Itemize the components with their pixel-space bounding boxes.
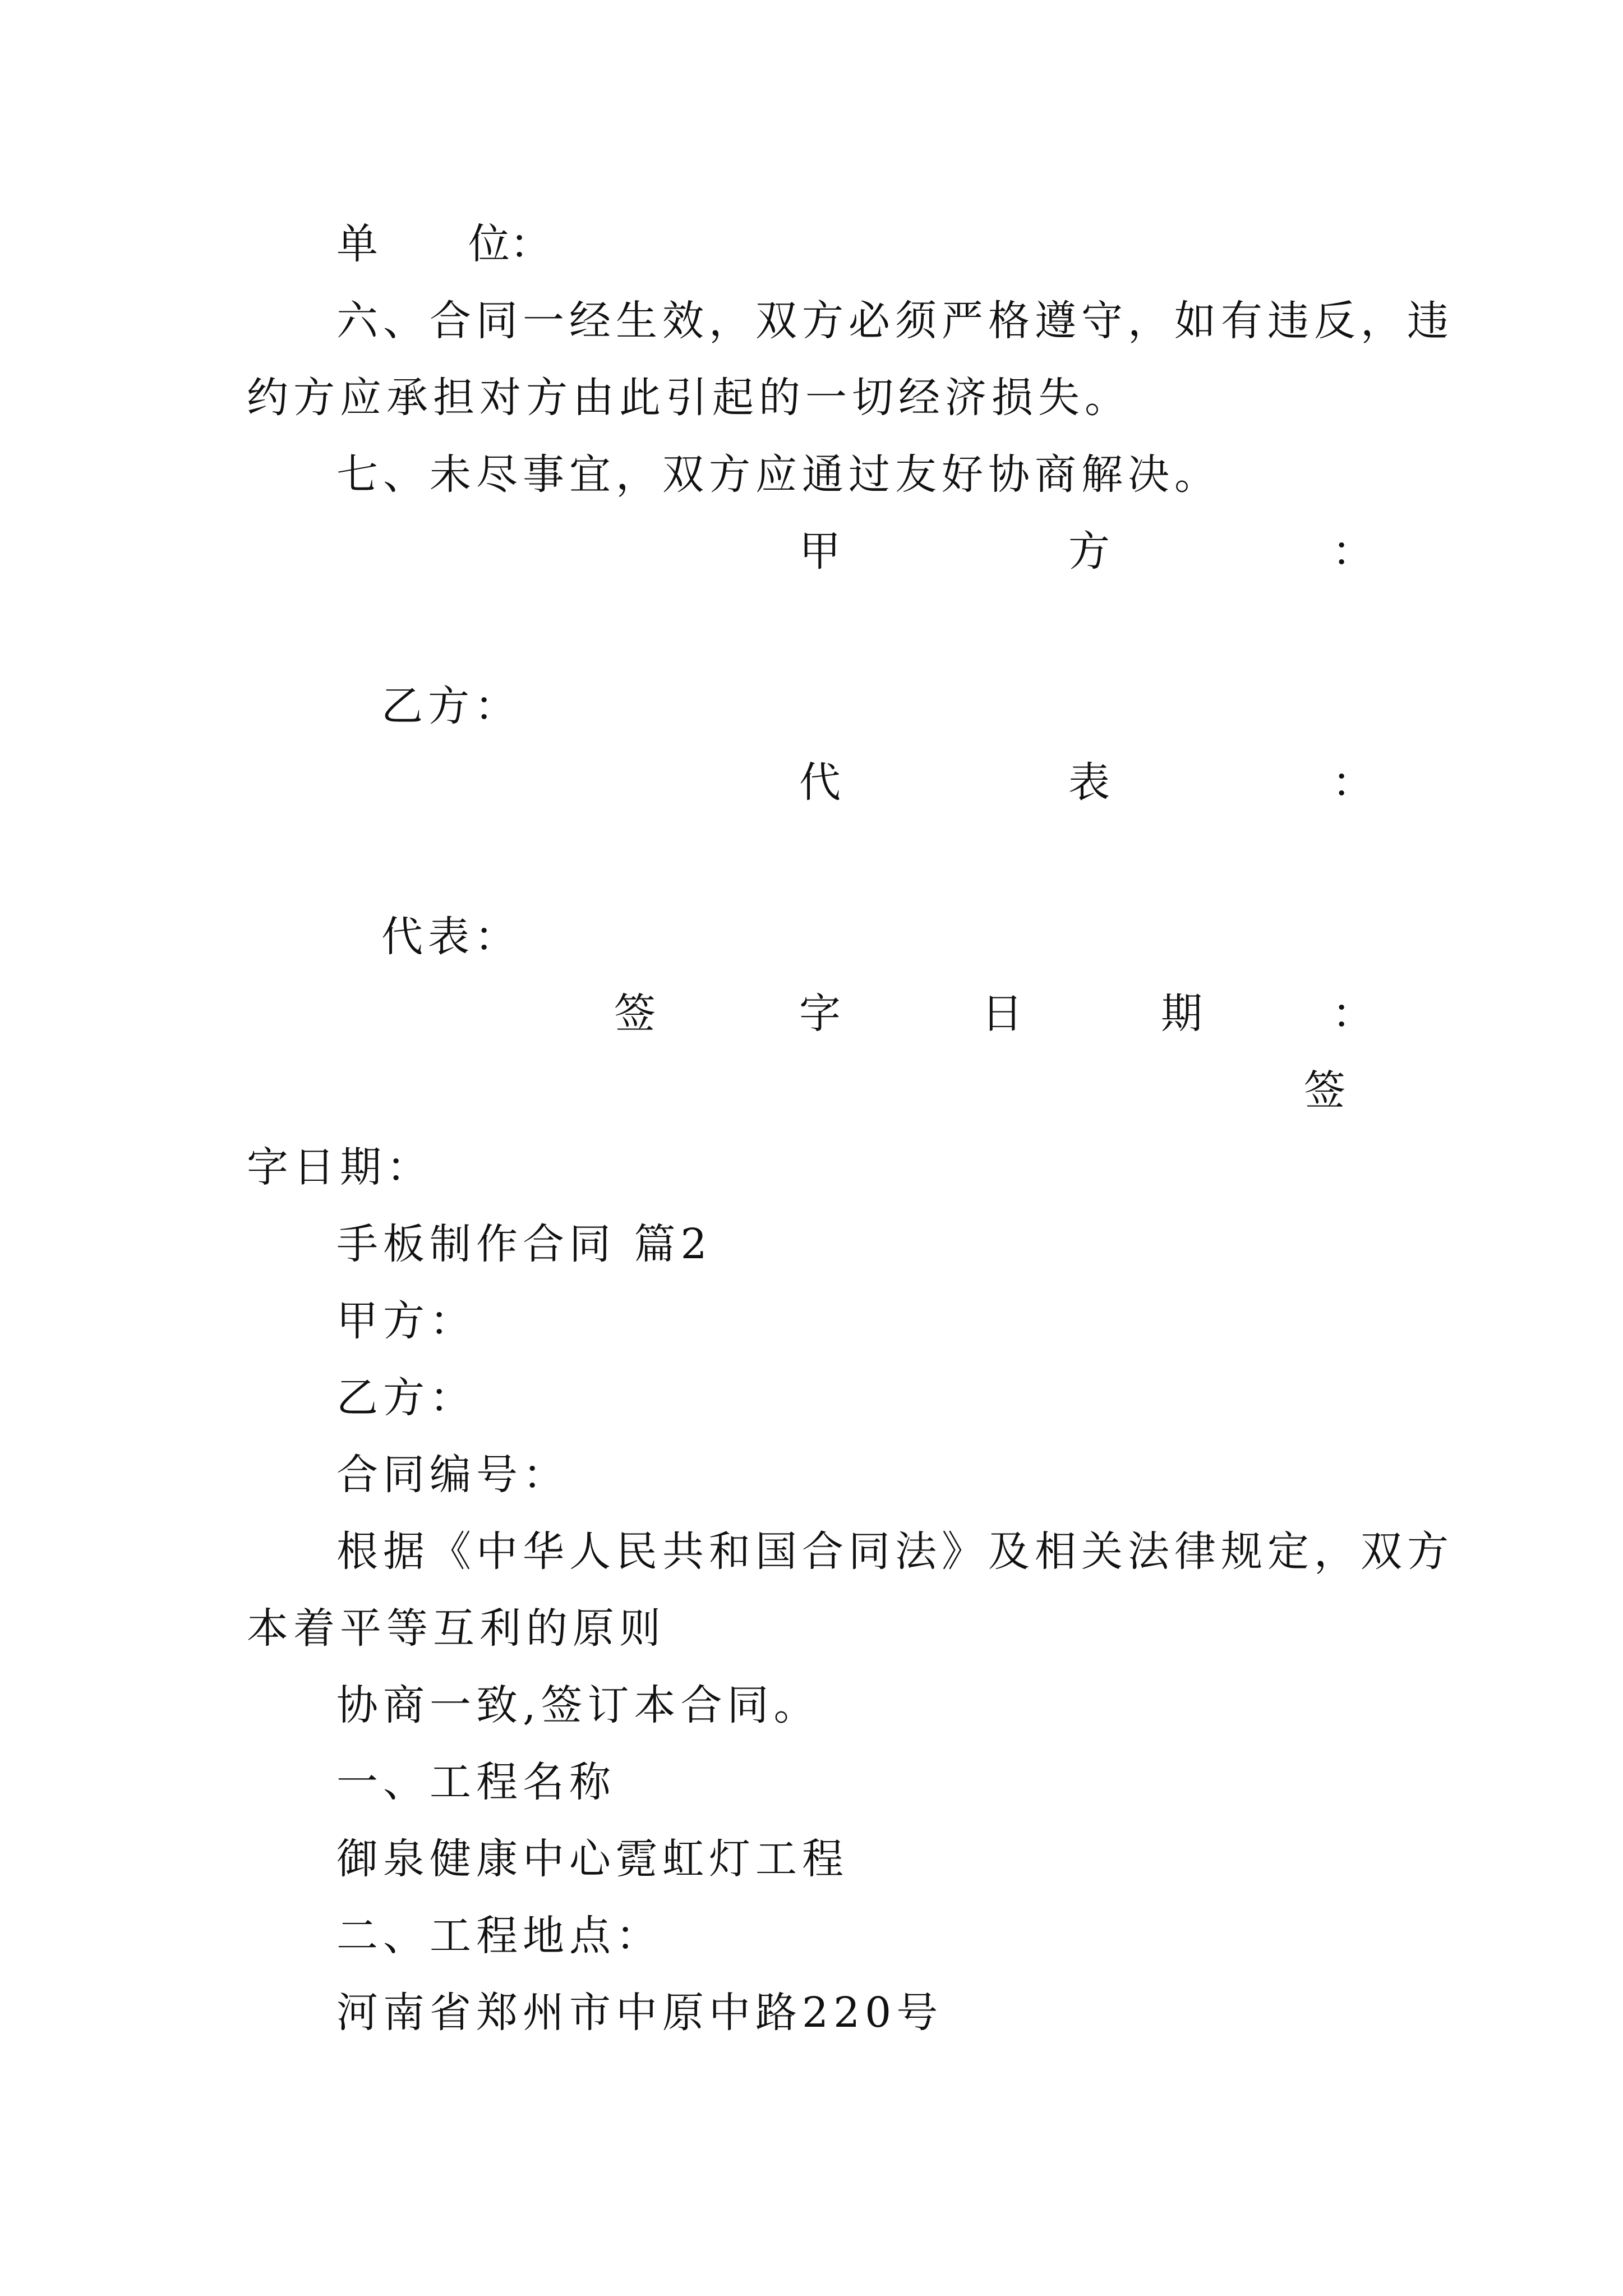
party-a-label-char2: 方 — [1068, 527, 1110, 576]
unit-label-char1: 单 — [336, 220, 378, 268]
rep-a-label-char1: 代 — [799, 758, 841, 807]
party-a-label-colon: ： — [1332, 527, 1373, 576]
section-2-party-a: 甲方： — [336, 1297, 476, 1345]
preamble-line-2: 本着平等互利的原则 — [247, 1604, 666, 1653]
item-2-heading: 二、工程地点： — [336, 1912, 662, 1960]
item-1-value: 御泉健康中心霓虹灯工程 — [336, 1835, 849, 1883]
date-a-char4: 期 — [1161, 990, 1202, 1038]
clause-6-line-1: 六、合同一经生效，双方必须严格遵守，如有违反，违 — [336, 297, 1454, 345]
party-b-label: 乙方： — [381, 682, 521, 730]
date-a-char1: 签 — [614, 990, 656, 1038]
preamble-line-1: 根据《中华人民共和国合同法》及相关法律规定，双方 — [336, 1527, 1454, 1576]
rep-a-label-colon: ： — [1332, 758, 1373, 807]
section-2-party-b: 乙方： — [336, 1374, 476, 1422]
date-b-head: 签 — [1304, 1066, 1345, 1115]
contract-number-label: 合同编号： — [336, 1451, 569, 1499]
clause-6-line-2: 约方应承担对方由此引起的一切经济损失。 — [247, 374, 1131, 422]
date-a-char3: 日 — [981, 990, 1023, 1038]
section-2-title: 手板制作合同 篇2 — [336, 1220, 712, 1268]
rep-a-label-char2: 表 — [1068, 758, 1110, 807]
date-a-colon: ： — [1332, 990, 1373, 1038]
clause-7: 七、未尽事宜，双方应通过友好协商解决。 — [336, 450, 1221, 499]
rep-b-label: 代表： — [381, 913, 521, 961]
item-1-heading: 一、工程名称 — [336, 1758, 616, 1806]
preamble-line-3: 协商一致,签订本合同。 — [336, 1681, 820, 1729]
date-a-char2: 字 — [799, 990, 841, 1038]
item-2-value: 河南省郑州市中原中路220号 — [336, 1989, 943, 2037]
party-a-label-char1: 甲 — [799, 527, 841, 576]
unit-label-char2: 位： — [468, 220, 551, 268]
date-b-tail: 字日期： — [247, 1143, 433, 1191]
